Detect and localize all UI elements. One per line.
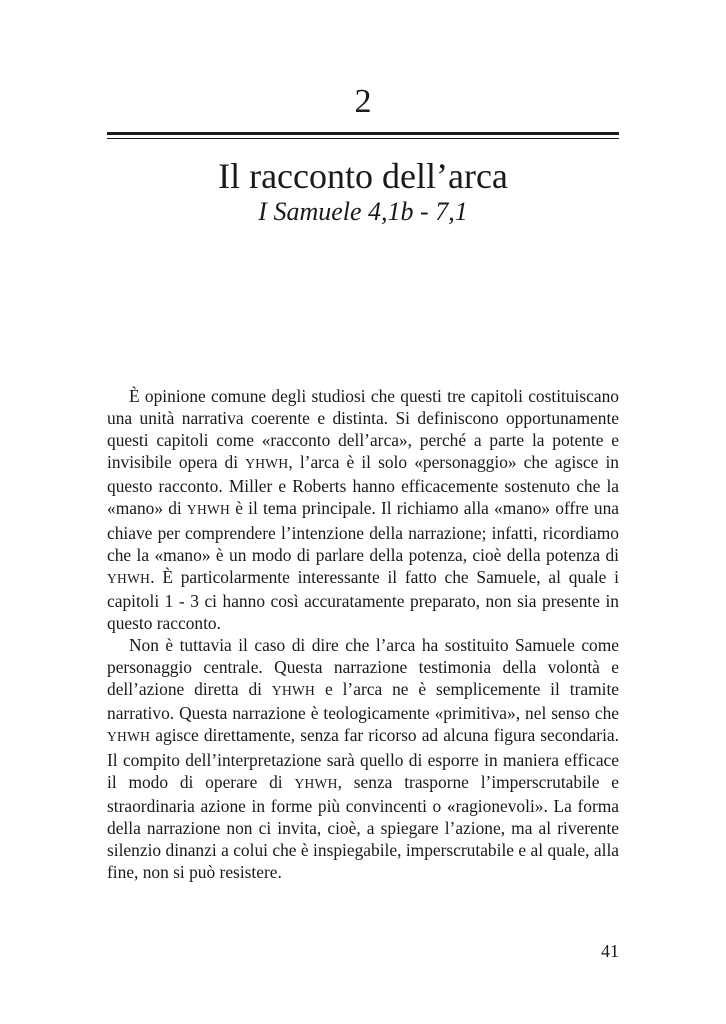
text-run: Non è tuttavia il caso di dire che l’arca ha sostituito Samuele come personaggio centrale. Questa narrazione testimonia della volontà e dell’azione diretta di (107, 635, 619, 700)
chapter-title: Il racconto dell’arca (218, 156, 508, 196)
divine-name: YHWH (271, 683, 316, 699)
text-run: , senza trasporne l’imperscrutabile e straordinaria azione in forme più convincenti o «ragionevoli». La forma della narrazione non ci invita, cioè, a spiegare l’azione, ma al riverente silenzio dinanzi a colui che è inspiegabile, imperscrutabile e al quale, alla fine, non si può resistere. (107, 771, 619, 882)
text-run: è il tema principale. Il richiamo alla «mano» offre una chiave per comprendere l’intenzione della narrazione; infatti, ricordiamo che la «mano» è un modo di parlare della potenza, cioè della potenza di (107, 498, 620, 565)
divine-name: YHWH (186, 502, 231, 518)
heading-rule-thick (107, 132, 619, 135)
divine-name: YHWH (107, 570, 151, 586)
body-text (107, 385, 619, 883)
text-run: e l’arca ne è semplicemente il tramite narrativo. Questa narrazione è teologicamente «primitiva», nel senso che (107, 679, 619, 724)
page-number: 41 (601, 941, 619, 961)
heading-rule-thin (107, 138, 619, 139)
divine-name: YHWH (245, 456, 289, 472)
paragraph-1 (107, 385, 619, 634)
chapter-subtitle: I Samuele 4,1b - 7,1 (258, 197, 468, 226)
text-run: agisce direttamente, senza far ricorso ad alcuna figura secondaria. Il compito dell’interpretazione sarà quello di esporre in maniera efficace il modo di operare di (107, 725, 619, 792)
paragraph-2 (107, 634, 619, 883)
text-run: . È particolarmente interessante il fatto che Samuele, al quale i capitoli 1 - 3 ci hanno così accuratamente preparato, non sia presente in questo racconto. (107, 566, 619, 633)
divine-name: YHWH (107, 729, 151, 745)
text-run: È opinione comune degli studiosi che questi tre capitoli costituiscano una unità narrativa coerente e distinta. Si definiscono opportunamente questi capitoli come «racconto dell’arca», perché a parte la potente e invisibile opera di (107, 386, 619, 473)
divine-name: YHWH (294, 775, 338, 791)
chapter-number: 2 (354, 83, 372, 120)
text-run: , l’arca è il solo «personaggio» che agisce in questo racconto. Miller e Roberts hanno efficacemente sostenuto che la «mano» di (107, 452, 619, 519)
